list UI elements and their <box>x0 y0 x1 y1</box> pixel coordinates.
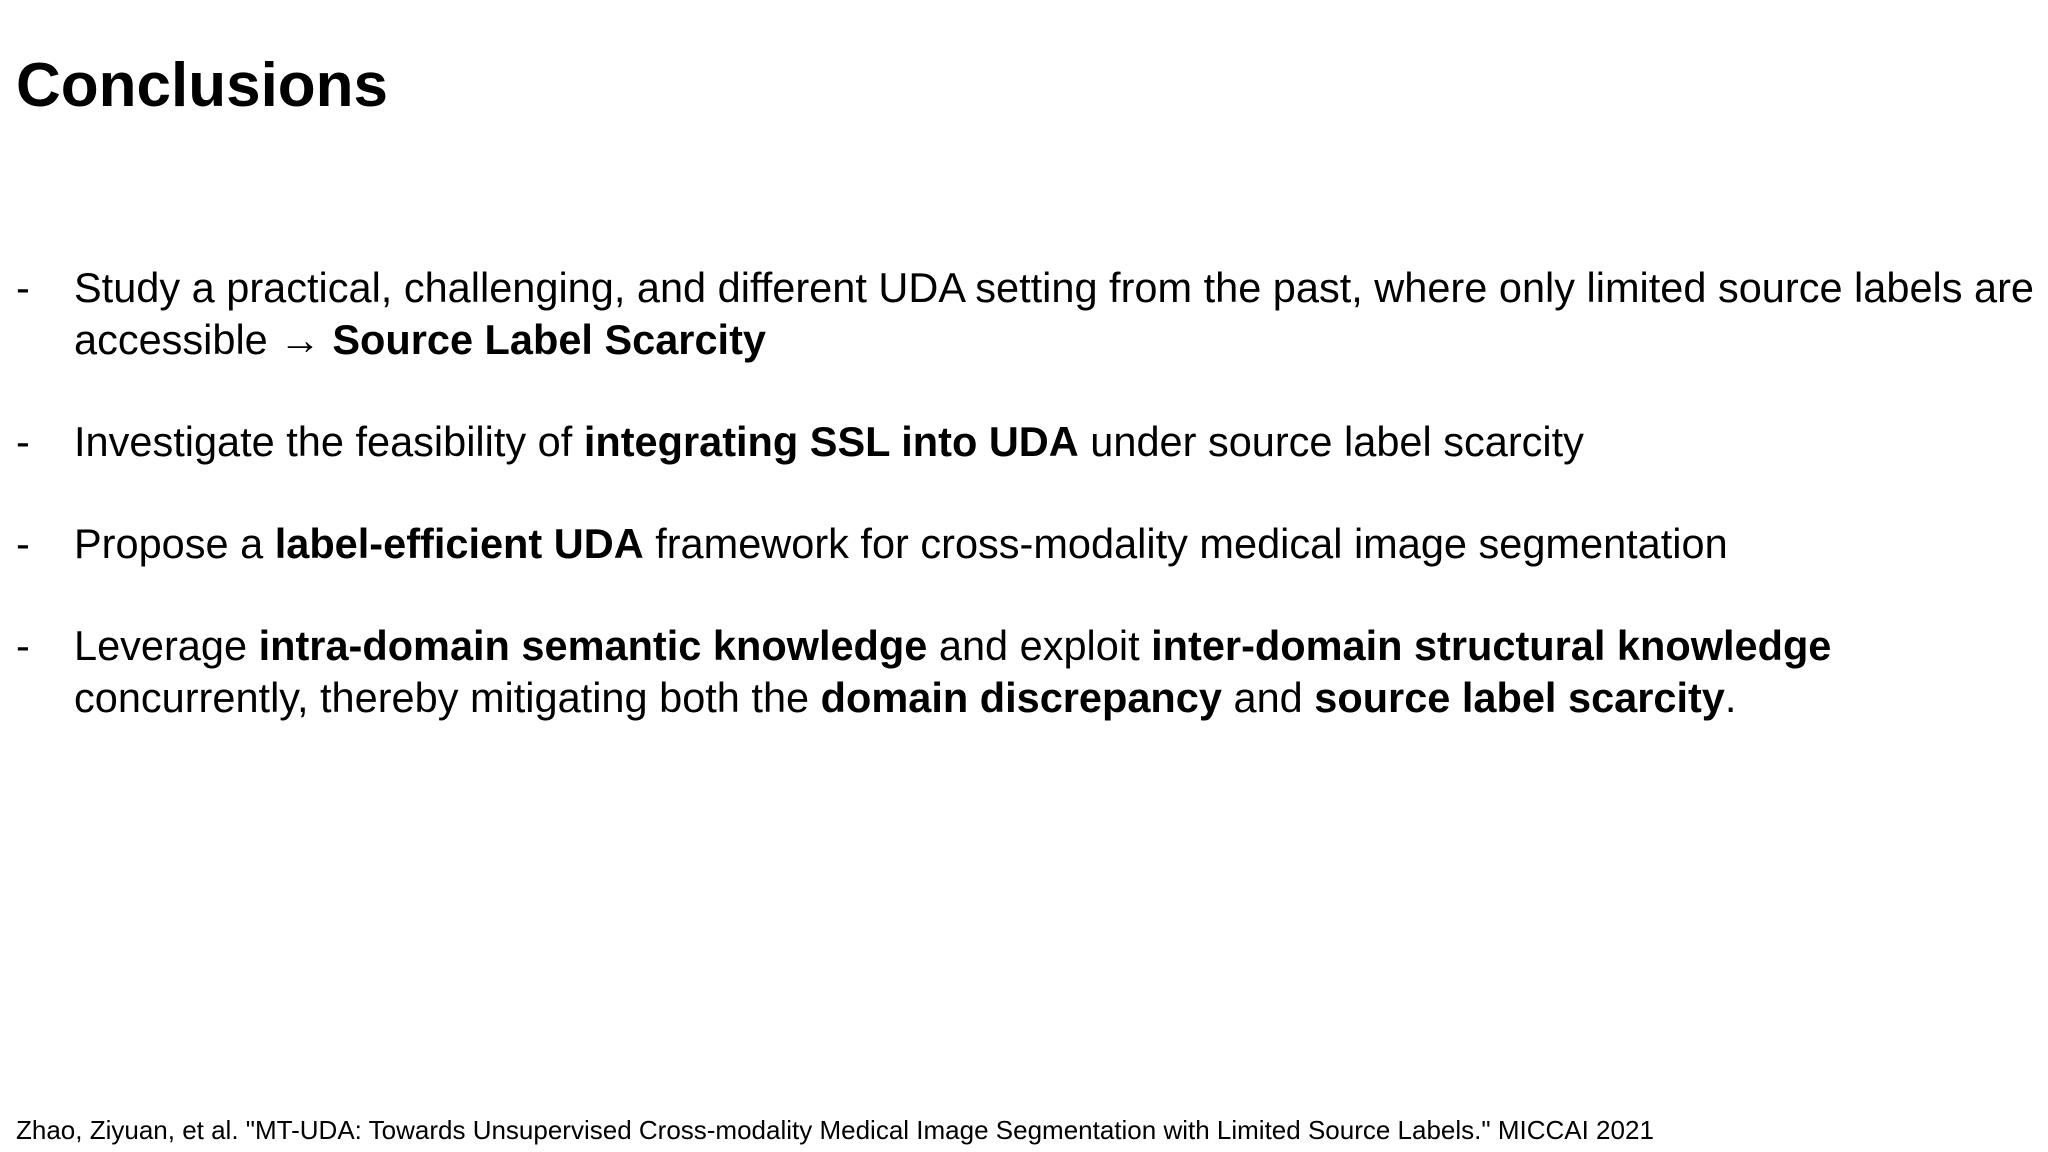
text-segment: and <box>1221 674 1315 721</box>
bold-segment: inter-domain structural knowledge <box>1151 622 1832 669</box>
text-segment: Propose a <box>74 520 275 567</box>
bold-segment: intra-domain semantic knowledge <box>258 622 928 669</box>
bullet-text <box>74 264 2034 363</box>
text-segment: framework for cross-modality medical image segmentation <box>643 520 1728 567</box>
text-segment: under source label scarcity <box>1078 418 1584 465</box>
bullet-item <box>16 518 2036 570</box>
bullet-list <box>16 262 2036 774</box>
text-segment: Leverage <box>74 622 259 669</box>
bold-segment: domain discrepancy <box>820 674 1222 721</box>
text-segment: and exploit <box>927 622 1152 669</box>
bullet-text <box>74 622 1831 721</box>
bullet-marker: - <box>16 418 30 465</box>
bullet-marker: - <box>16 622 30 669</box>
bullet-marker: - <box>16 520 30 567</box>
bullet-text <box>74 418 1584 465</box>
bullet-item <box>16 620 2036 724</box>
bullet-item <box>16 416 2036 468</box>
citation: Zhao, Ziyuan, et al. "MT-UDA: Towards Unsupervised Cross-modality Medical Image Segmentation with Limited Source Labels." MICCAI 2021 <box>16 1115 1654 1145</box>
text-segment: concurrently, thereby mitigating both the <box>74 674 821 721</box>
bold-segment: label-efficient UDA <box>274 520 644 567</box>
bold-segment: source label scarcity <box>1314 674 1725 721</box>
bold-segment: Source Label Scarcity <box>332 316 766 363</box>
text-segment: . <box>1724 674 1737 721</box>
text-segment: Study a practical, challenging, and different UDA setting from the past, where only limited source labels are accessible → <box>74 264 2035 363</box>
bold-segment: integrating SSL into UDA <box>583 418 1079 465</box>
bullet-text <box>74 520 1728 567</box>
bullet-item <box>16 262 2036 366</box>
slide-title: Conclusions <box>16 51 389 120</box>
text-segment: Investigate the feasibility of <box>74 418 584 465</box>
bullet-marker: - <box>16 264 30 311</box>
